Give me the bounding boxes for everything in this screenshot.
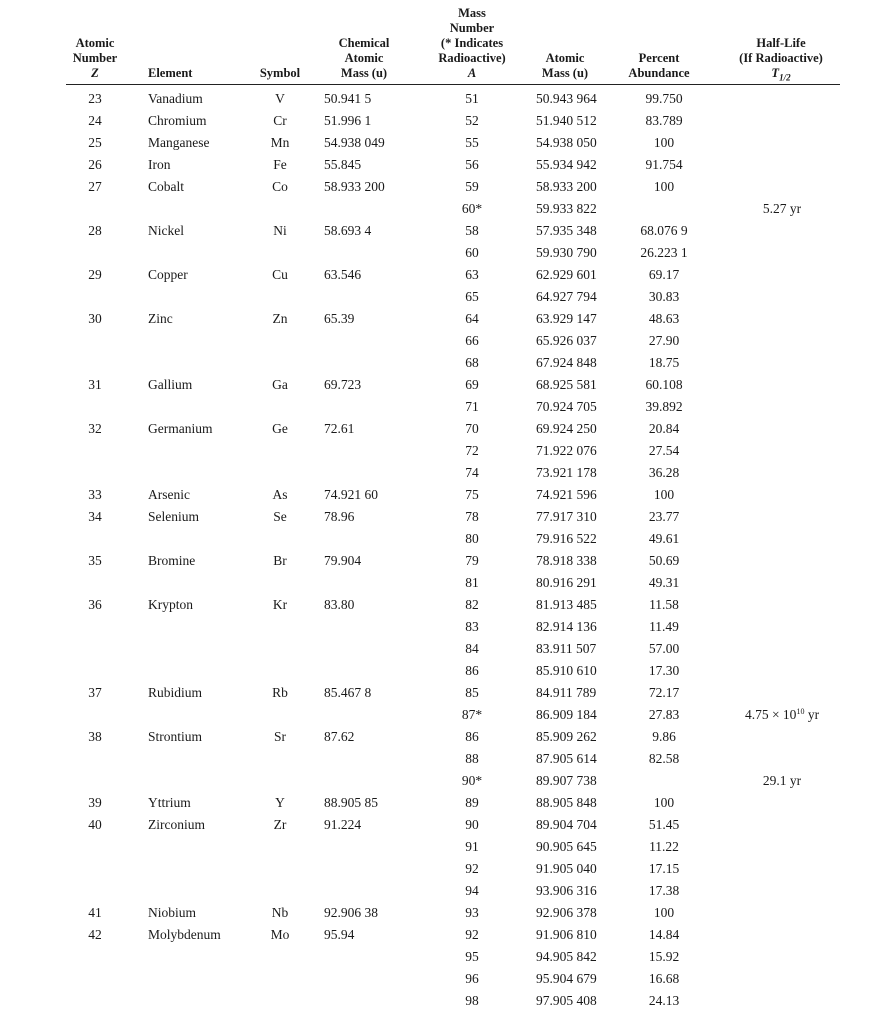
half-life-exponent: 10 [796, 707, 805, 716]
element-name-cell: Gallium [148, 377, 193, 392]
atomic-mass-cell: 71.922 076 [536, 443, 597, 458]
atomic-number-cell: 24 [88, 113, 102, 128]
header-line: Number [72, 51, 118, 65]
atomic-mass-cell: 51.940 512 [536, 113, 597, 128]
symbol-cell: Rb [272, 685, 288, 700]
abundance-cell: 27.90 [648, 333, 680, 348]
abundance-cell: 60.108 [645, 377, 683, 392]
header-atomic-mass [530, 51, 600, 81]
symbol-cell: As [272, 487, 288, 502]
symbol-cell: Ga [272, 377, 288, 392]
chemical-mass-cell: 65.39 [324, 311, 355, 326]
mass-number-cell: 83 [465, 619, 479, 634]
mass-number-cell: 69 [465, 377, 479, 392]
symbol-cell: Ge [272, 421, 288, 436]
mass-number-cell: 82 [465, 597, 479, 612]
mass-number-cell: 75 [465, 487, 479, 502]
table-row [0, 374, 894, 396]
abundance-cell: 100 [653, 135, 675, 150]
mass-number-cell: 79 [465, 553, 479, 568]
abundance-cell: 20.84 [648, 421, 680, 436]
chemical-mass-cell: 78.96 [324, 509, 355, 524]
atomic-number-cell: 31 [88, 377, 102, 392]
table-row [0, 352, 894, 374]
symbol-cell: Se [273, 509, 287, 524]
element-name-cell: Zirconium [148, 817, 205, 832]
atomic-mass-cell: 62.929 601 [536, 267, 597, 282]
abundance-cell: 17.38 [648, 883, 680, 898]
atomic-mass-cell: 85.910 610 [536, 663, 597, 678]
atomic-mass-cell: 79.916 522 [536, 531, 597, 546]
mass-number-cell: 66 [465, 333, 479, 348]
mass-number-cell: 90 [465, 817, 479, 832]
atomic-number-cell: 26 [88, 157, 102, 172]
atomic-mass-cell: 64.927 794 [536, 289, 597, 304]
atomic-mass-cell: 54.938 050 [536, 135, 597, 150]
symbol-cell: Cu [272, 267, 288, 282]
atomic-mass-cell: 85.909 262 [536, 729, 597, 744]
element-name-cell: Copper [148, 267, 188, 282]
atomic-number-cell: 29 [88, 267, 102, 282]
header-line: Symbol [259, 66, 301, 80]
atomic-mass-cell: 65.926 037 [536, 333, 597, 348]
element-name-cell: Bromine [148, 553, 196, 568]
header-rule [66, 84, 840, 85]
chemical-mass-cell: 74.921 60 [324, 487, 378, 502]
table-row [0, 748, 894, 770]
table-row [0, 506, 894, 528]
table-row [0, 770, 894, 792]
table-row [0, 286, 894, 308]
atomic-mass-cell: 63.929 147 [536, 311, 597, 326]
header-line: Mass (u) [541, 66, 589, 80]
element-name-cell: Cobalt [148, 179, 184, 194]
mass-number-cell: 63 [465, 267, 479, 282]
atomic-number-cell: 30 [88, 311, 102, 326]
atomic-mass-cell: 59.933 822 [536, 201, 597, 216]
mass-number-cell: 64 [465, 311, 479, 326]
table-row [0, 638, 894, 660]
mass-number-cell: 58 [465, 223, 479, 238]
atomic-number-cell: 42 [88, 927, 102, 942]
atomic-mass-cell: 83.911 507 [536, 641, 597, 656]
mass-number-cell: 84 [465, 641, 479, 656]
mass-number-cell: 81 [465, 575, 479, 590]
atomic-number-cell: 38 [88, 729, 102, 744]
atomic-mass-cell: 68.925 581 [536, 377, 597, 392]
abundance-cell: 49.31 [648, 575, 680, 590]
chemical-mass-cell: 58.933 200 [324, 179, 385, 194]
table-row [0, 924, 894, 946]
mass-number-cell: 90* [461, 773, 483, 788]
abundance-cell: 100 [653, 795, 675, 810]
abundance-cell: 26.223 1 [640, 245, 688, 260]
table-row [0, 682, 894, 704]
table-row [0, 88, 894, 110]
chemical-mass-cell: 85.467 8 [324, 685, 372, 700]
abundance-cell: 72.17 [648, 685, 680, 700]
mass-number-cell: 80 [465, 531, 479, 546]
abundance-cell: 50.69 [648, 553, 680, 568]
mass-number-cell: 55 [465, 135, 479, 150]
element-name-cell: Krypton [148, 597, 193, 612]
symbol-cell: Zr [273, 817, 287, 832]
abundance-cell: 14.84 [648, 927, 680, 942]
atomic-number-cell: 27 [88, 179, 102, 194]
atomic-mass-cell: 89.904 704 [536, 817, 597, 832]
atomic-number-cell: 35 [88, 553, 102, 568]
header-line: Percent [638, 51, 680, 65]
symbol-cell: Mn [270, 135, 290, 150]
atomic-mass-cell: 90.905 645 [536, 839, 597, 854]
symbol-cell: Fe [273, 157, 287, 172]
mass-number-cell: 59 [465, 179, 479, 194]
element-name-cell: Strontium [148, 729, 203, 744]
abundance-cell: 16.68 [648, 971, 680, 986]
table-row [0, 946, 894, 968]
table-row [0, 902, 894, 924]
atomic-number-cell: 37 [88, 685, 102, 700]
table-row [0, 594, 894, 616]
element-name-cell: Nickel [148, 223, 184, 238]
atomic-mass-cell: 86.909 184 [536, 707, 597, 722]
atomic-number-cell: 25 [88, 135, 102, 150]
table-row [0, 660, 894, 682]
mass-number-cell: 51 [465, 91, 479, 106]
mass-number-cell: 86 [465, 729, 479, 744]
mass-number-cell: 78 [465, 509, 479, 524]
atomic-mass-cell: 94.905 842 [536, 949, 597, 964]
abundance-cell: 48.63 [648, 311, 680, 326]
mass-number-cell: 85 [465, 685, 479, 700]
atomic-mass-cell: 77.917 310 [536, 509, 597, 524]
header-half-life [718, 36, 844, 81]
mass-number-cell: 92 [465, 861, 479, 876]
atomic-mass-cell: 82.914 136 [536, 619, 597, 634]
header-half-life-symbol [718, 66, 844, 81]
half-life-cell: 5.27 yr [762, 201, 802, 216]
atomic-number-cell: 33 [88, 487, 102, 502]
element-name-cell: Chromium [148, 113, 207, 128]
atomic-mass-cell: 73.921 178 [536, 465, 597, 480]
abundance-cell: 9.86 [652, 729, 676, 744]
symbol-cell: Sr [273, 729, 286, 744]
table-row [0, 110, 894, 132]
header-line: Atomic [344, 51, 384, 65]
mass-number-cell: 94 [465, 883, 479, 898]
header-line: (If Radioactive) [739, 51, 823, 65]
abundance-cell: 30.83 [648, 289, 680, 304]
table-body [0, 88, 894, 1012]
table-row [0, 814, 894, 836]
header-abundance [616, 51, 702, 81]
atomic-number-cell: 28 [88, 223, 102, 238]
abundance-cell: 49.61 [648, 531, 680, 546]
table-row [0, 440, 894, 462]
table-row [0, 704, 894, 726]
chemical-mass-cell: 92.906 38 [324, 905, 378, 920]
element-name-cell: Yttrium [148, 795, 191, 810]
atomic-number-cell: 39 [88, 795, 102, 810]
header-line: (* Indicates [440, 36, 504, 50]
abundance-cell: 57.00 [648, 641, 680, 656]
abundance-cell: 100 [653, 179, 675, 194]
table-row [0, 792, 894, 814]
atomic-number-cell: 34 [88, 509, 102, 524]
mass-number-cell: 91 [465, 839, 479, 854]
table-row [0, 968, 894, 990]
abundance-cell: 36.28 [648, 465, 680, 480]
chemical-mass-cell: 91.224 [324, 817, 362, 832]
half-life-cell [726, 704, 838, 726]
header-mass-number [422, 6, 522, 81]
mass-number-cell: 65 [465, 289, 479, 304]
half-life-subscript: 1/2 [779, 72, 791, 83]
atomic-number-cell: 41 [88, 905, 102, 920]
element-name-cell: Vanadium [148, 91, 203, 106]
table-row [0, 858, 894, 880]
mass-number-cell: 74 [465, 465, 479, 480]
atomic-number-cell: 32 [88, 421, 102, 436]
half-life-unit: yr [804, 707, 820, 722]
table-row [0, 154, 894, 176]
abundance-cell: 69.17 [648, 267, 680, 282]
mass-number-cell: 71 [465, 399, 479, 414]
chemical-mass-cell: 69.723 [324, 377, 362, 392]
atomic-mass-cell: 80.916 291 [536, 575, 597, 590]
atomic-mass-cell: 59.930 790 [536, 245, 597, 260]
mass-number-cell: 60* [461, 201, 483, 216]
chemical-mass-cell: 87.62 [324, 729, 355, 744]
header-line: Half-Life [756, 36, 806, 50]
abundance-cell: 83.789 [645, 113, 683, 128]
atomic-mass-cell: 89.907 738 [536, 773, 597, 788]
chemical-mass-cell: 79.904 [324, 553, 362, 568]
atomic-mass-cell: 84.911 789 [536, 685, 597, 700]
chemical-mass-cell: 50.941 5 [324, 91, 372, 106]
abundance-cell: 17.30 [648, 663, 680, 678]
atomic-number-cell: 36 [88, 597, 102, 612]
table-row [0, 528, 894, 550]
abundance-cell: 27.54 [648, 443, 680, 458]
table-row [0, 176, 894, 198]
mass-number-cell: 95 [465, 949, 479, 964]
header-symbol-a: A [467, 66, 477, 80]
abundance-cell: 15.92 [648, 949, 680, 964]
atomic-mass-cell: 67.924 848 [536, 355, 597, 370]
table-row [0, 330, 894, 352]
header-line: Chemical [338, 36, 390, 50]
atomic-mass-cell: 55.934 942 [536, 157, 597, 172]
abundance-cell: 39.892 [645, 399, 683, 414]
chemical-mass-cell: 88.905 85 [324, 795, 378, 810]
atomic-mass-cell: 57.935 348 [536, 223, 597, 238]
table-row [0, 550, 894, 572]
table-row [0, 990, 894, 1012]
atomic-mass-cell: 93.906 316 [536, 883, 597, 898]
half-life-t: T [771, 66, 780, 80]
table-row [0, 616, 894, 638]
abundance-cell: 11.49 [649, 619, 679, 634]
atomic-mass-cell: 50.943 964 [536, 91, 597, 106]
half-life-mantissa: 4.75 × 10 [744, 707, 797, 722]
atomic-mass-cell: 97.905 408 [536, 993, 597, 1008]
symbol-cell: Br [273, 553, 287, 568]
atomic-mass-cell: 81.913 485 [536, 597, 597, 612]
atomic-mass-cell: 70.924 705 [536, 399, 597, 414]
half-life-cell: 29.1 yr [762, 773, 802, 788]
abundance-cell: 82.58 [648, 751, 680, 766]
symbol-cell: Nb [271, 905, 289, 920]
symbol-cell: Y [275, 795, 285, 810]
header-line: Abundance [628, 66, 690, 80]
mass-number-cell: 98 [465, 993, 479, 1008]
header-line: Radioactive) [438, 51, 506, 65]
chemical-mass-cell: 58.693 4 [324, 223, 372, 238]
table-row [0, 264, 894, 286]
mass-number-cell: 52 [465, 113, 479, 128]
table-row [0, 880, 894, 902]
mass-number-cell: 93 [465, 905, 479, 920]
symbol-cell: Ni [273, 223, 287, 238]
element-name-cell: Niobium [148, 905, 197, 920]
header-symbol [256, 66, 304, 81]
element-name-cell: Germanium [148, 421, 213, 436]
header-line: Atomic [75, 36, 115, 50]
table-row [0, 396, 894, 418]
symbol-cell: V [275, 91, 285, 106]
chemical-mass-cell: 72.61 [324, 421, 355, 436]
symbol-cell: Co [272, 179, 288, 194]
header-line: Mass [458, 6, 486, 20]
symbol-cell: Cr [273, 113, 287, 128]
element-name-cell: Selenium [148, 509, 199, 524]
atomic-number-cell: 40 [88, 817, 102, 832]
table-row [0, 726, 894, 748]
table-row [0, 462, 894, 484]
mass-number-cell: 68 [465, 355, 479, 370]
mass-number-cell: 72 [465, 443, 479, 458]
mass-number-cell: 86 [465, 663, 479, 678]
chemical-mass-cell: 95.94 [324, 927, 355, 942]
abundance-cell: 99.750 [645, 91, 683, 106]
element-name-cell: Molybdenum [148, 927, 221, 942]
header-line: Atomic [545, 51, 585, 65]
atomic-mass-cell: 95.904 679 [536, 971, 597, 986]
element-name-cell: Zinc [148, 311, 173, 326]
atomic-mass-cell: 92.906 378 [536, 905, 597, 920]
element-name-cell: Manganese [148, 135, 210, 150]
mass-number-cell: 60 [465, 245, 479, 260]
abundance-cell: 24.13 [648, 993, 680, 1008]
table-row [0, 132, 894, 154]
atomic-mass-cell: 74.921 596 [536, 487, 597, 502]
table-row [0, 572, 894, 594]
chemical-mass-cell: 55.845 [324, 157, 362, 172]
header-line: Element [148, 66, 193, 80]
abundance-cell: 91.754 [645, 157, 683, 172]
table-row [0, 242, 894, 264]
table-row [0, 418, 894, 440]
abundance-cell: 18.75 [648, 355, 680, 370]
table-row [0, 836, 894, 858]
element-name-cell: Arsenic [148, 487, 190, 502]
atomic-mass-cell: 91.905 040 [536, 861, 597, 876]
table-row [0, 220, 894, 242]
abundance-cell: 23.77 [648, 509, 680, 524]
abundance-cell: 68.076 9 [640, 223, 688, 238]
abundance-cell: 11.22 [649, 839, 679, 854]
element-name-cell: Rubidium [148, 685, 203, 700]
mass-number-cell: 87* [461, 707, 483, 722]
header-atomic-number [66, 36, 124, 81]
atomic-mass-cell: 88.905 848 [536, 795, 597, 810]
element-name-cell: Iron [148, 157, 171, 172]
mass-number-cell: 88 [465, 751, 479, 766]
header-element [148, 66, 192, 81]
symbol-cell: Kr [272, 597, 288, 612]
abundance-cell: 11.58 [649, 597, 679, 612]
mass-number-cell: 56 [465, 157, 479, 172]
table-row [0, 484, 894, 506]
table-row [0, 198, 894, 220]
abundance-cell: 27.83 [648, 707, 680, 722]
atomic-mass-cell: 69.924 250 [536, 421, 597, 436]
atomic-mass-cell: 91.906 810 [536, 927, 597, 942]
chemical-mass-cell: 83.80 [324, 597, 355, 612]
atomic-mass-cell: 58.933 200 [536, 179, 597, 194]
header-chemical-mass [324, 36, 404, 81]
mass-number-cell: 92 [465, 927, 479, 942]
atomic-mass-cell: 87.905 614 [536, 751, 597, 766]
header-line: Number [449, 21, 495, 35]
table-row [0, 308, 894, 330]
mass-number-cell: 70 [465, 421, 479, 436]
abundance-cell: 51.45 [648, 817, 680, 832]
symbol-cell: Zn [272, 311, 288, 326]
header-symbol-z: Z [91, 66, 99, 80]
atomic-number-cell: 23 [88, 91, 102, 106]
chemical-mass-cell: 63.546 [324, 267, 362, 282]
mass-number-cell: 96 [465, 971, 479, 986]
abundance-cell: 17.15 [648, 861, 680, 876]
chemical-mass-cell: 54.938 049 [324, 135, 385, 150]
mass-number-cell: 89 [465, 795, 479, 810]
chemical-mass-cell: 51.996 1 [324, 113, 372, 128]
symbol-cell: Mo [270, 927, 290, 942]
abundance-cell: 100 [653, 905, 675, 920]
header-line: Mass (u) [340, 66, 388, 80]
abundance-cell: 100 [653, 487, 675, 502]
atomic-mass-cell: 78.918 338 [536, 553, 597, 568]
